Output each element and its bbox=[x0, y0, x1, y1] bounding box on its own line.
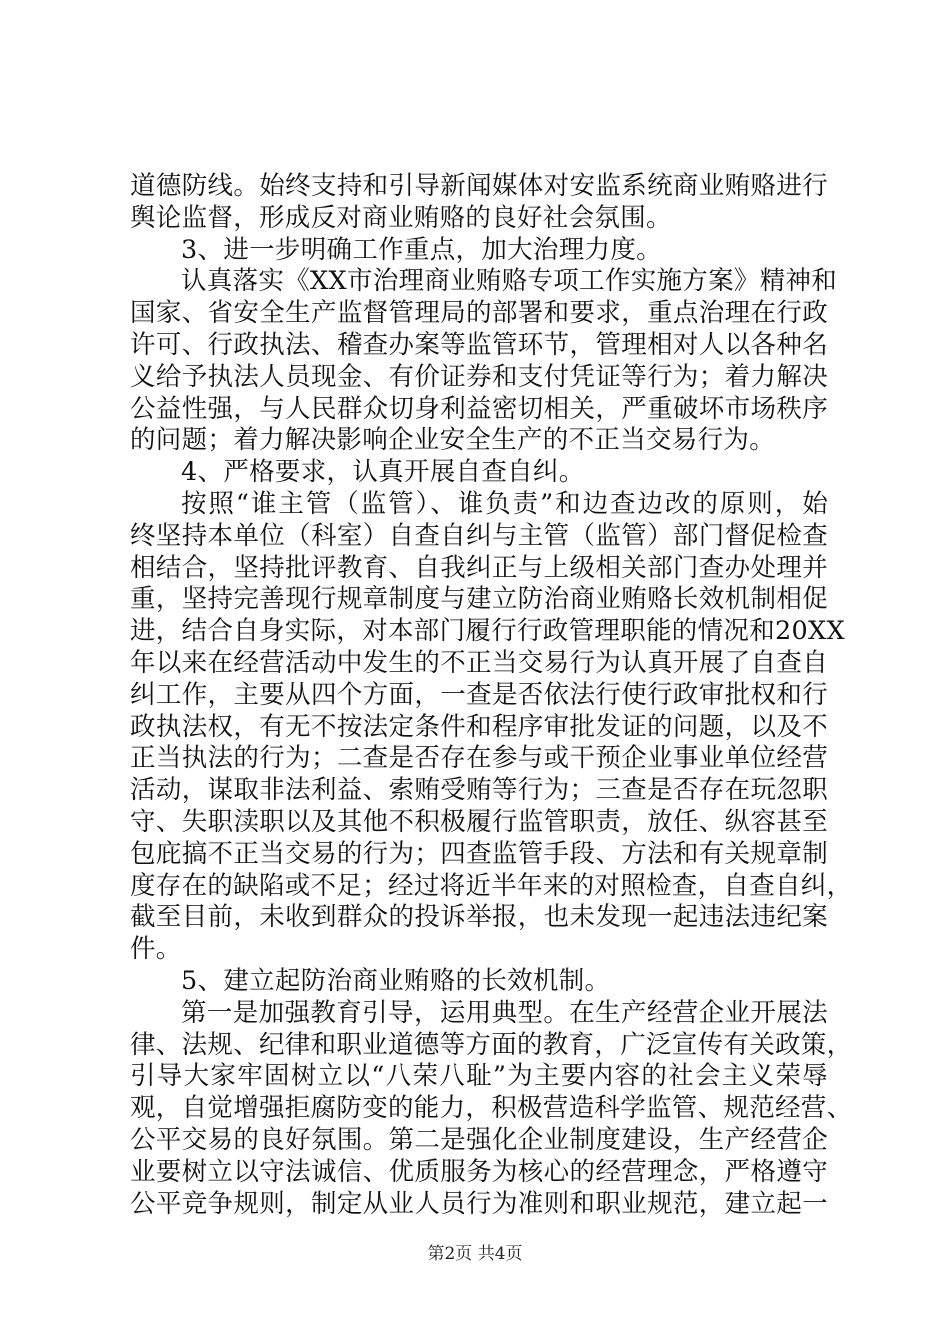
text-line: 引导大家牢固树立以“八荣八耻”为主要内容的社会主义荣辱 bbox=[130, 1061, 828, 1092]
text-line: 3、进一步明确工作重点，加大治理力度。 bbox=[181, 234, 662, 265]
text-line: 认真落实《XX市治理商业贿赂专项工作实施方案》精神和 bbox=[181, 266, 838, 297]
text-line: 包庇搞不正当交易的行为；四查监管手段、方法和有关规章制 bbox=[130, 838, 828, 869]
document-body bbox=[130, 171, 853, 1220]
text-line: 纠工作，主要从四个方面，一查是否依法行使行政审批权和行 bbox=[130, 679, 828, 710]
text-line: 公益性强，与人民群众切身利益密切相关，严重破坏市场秩序 bbox=[130, 393, 828, 424]
text-line: 义给予执法人员现金、有价证券和支付凭证等行为；着力解决 bbox=[130, 361, 828, 392]
text-line: 第一是加强教育引导，运用典型。在生产经营企业开展法 bbox=[181, 997, 828, 1028]
text-line: 按照“谁主管（监管）、谁负责”和边查边改的原则，始 bbox=[181, 488, 828, 519]
text-line: 许可、行政执法、稽查办案等监管环节，管理相对人以各种名 bbox=[130, 329, 828, 360]
text-line: 守、失职渎职以及其他不积极履行监管职责，放任、纵容甚至 bbox=[130, 806, 828, 837]
text-line: 律、法规、纪律和职业道德等方面的教育，广泛宣传有关政策， bbox=[130, 1029, 853, 1060]
page-footer: 第2页 共4页 bbox=[427, 1244, 523, 1264]
text-line: 正当执法的行为；二查是否存在参与或干预企业事业单位经营 bbox=[130, 743, 828, 774]
text-line: 活动，谋取非法利益、索贿受贿等行为；三查是否存在玩忽职 bbox=[130, 775, 828, 806]
text-line: 国家、省安全生产监督管理局的部署和要求，重点治理在行政 bbox=[130, 298, 828, 329]
text-line: 舆论监督，形成反对商业贿赂的良好社会氛围。 bbox=[130, 202, 672, 233]
text-line: 截至目前，未收到群众的投诉举报，也未发现一起违法违纪案 bbox=[130, 902, 828, 933]
text-line: 的问题；着力解决影响企业安全生产的不正当交易行为。 bbox=[130, 425, 776, 456]
text-line: 重，坚持完善现行规章制度与建立防治商业贿赂长效机制相促 bbox=[130, 584, 828, 615]
text-line: 观，自觉增强拒腐防变的能力，积极营造科学监管、规范经营、 bbox=[130, 1093, 853, 1124]
text-line: 道德防线。始终支持和引导新闻媒体对安监系统商业贿赂进行 bbox=[130, 171, 828, 201]
text-line: 进，结合自身实际，对本部门履行行政管理职能的情况和20XX bbox=[130, 616, 845, 647]
text-line: 公平交易的良好氛围。第二是强化企业制度建设，生产经营企 bbox=[130, 1124, 828, 1155]
text-line: 公平竞争规则，制定从业人员行为准则和职业规范，建立起一 bbox=[130, 1188, 828, 1219]
text-line: 件。 bbox=[130, 934, 182, 965]
text-line: 相结合，坚持批评教育、自我纠正与上级相关部门查办处理并 bbox=[130, 552, 828, 583]
text-line: 5、建立起防治商业贿赂的长效机制。 bbox=[181, 965, 611, 996]
text-line: 终坚持本单位（科室）自查自纠与主管（监管）部门督促检查 bbox=[130, 520, 828, 551]
text-line: 业要树立以守法诚信、优质服务为核心的经营理念，严格遵守 bbox=[130, 1156, 828, 1187]
text-line: 政执法权，有无不按法定条件和程序审批发证的问题，以及不 bbox=[130, 711, 828, 742]
text-line: 4、严格要求，认真开展自查自纠。 bbox=[181, 457, 585, 488]
text-line: 度存在的缺陷或不足；经过将近半年来的对照检查，自查自纠， bbox=[130, 870, 853, 901]
text-line: 年以来在经营活动中发生的不正当交易行为认真开展了自查自 bbox=[130, 647, 828, 678]
